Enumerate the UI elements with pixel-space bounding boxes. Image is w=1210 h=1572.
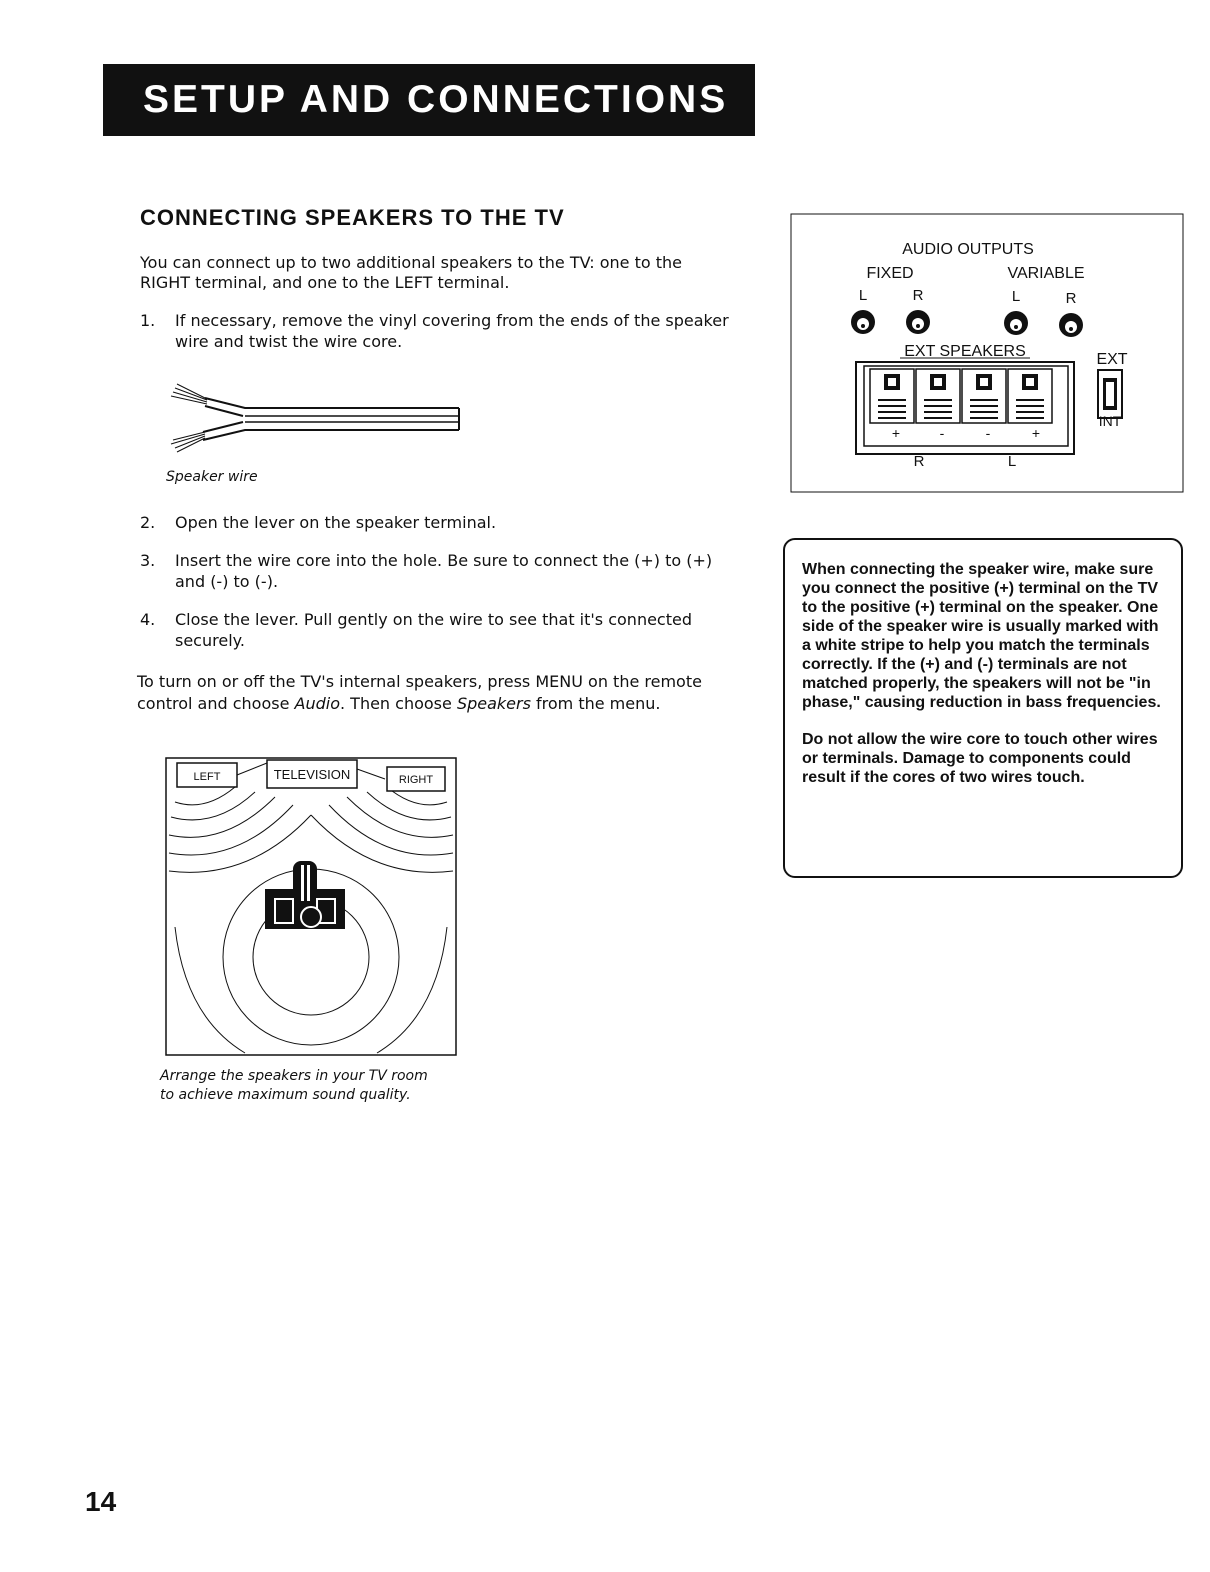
- page-number: 14: [85, 1486, 117, 1517]
- outro-text: from the menu.: [530, 694, 661, 713]
- room-caption-line-1: Arrange the speakers in your TV room: [160, 1068, 428, 1084]
- page-title: CONNECTING SPEAKERS TO THE TV: [140, 205, 565, 230]
- outro-line-2: [137, 694, 660, 714]
- variable-l-label: L: [1011, 288, 1021, 305]
- step-number: 4.: [140, 610, 156, 629]
- step-text-line2: wire and twist the wire core.: [175, 332, 403, 351]
- note-box: [783, 538, 1183, 878]
- rca-jack-icon: [1059, 313, 1083, 337]
- note-paragraph-1: When connecting the speaker wire, make sure you connect the positive (+) terminal on the TV to the positive (+) terminal on the speaker. One side of the speaker wire is usually marked with a white stripe to help you match the terminals correctly. If the (+) and (-) terminals are not matched properly, the speakers will not be "in phase," causing reduction in bass frequencies.: [802, 561, 1161, 711]
- step-4: [140, 610, 760, 652]
- intro-line-2: RIGHT terminal, and one to the LEFT terminal.: [140, 273, 510, 292]
- step-text-line1: Close the lever. Pull gently on the wire to see that it's connected: [175, 610, 692, 629]
- speaker-wire-illustration: [165, 378, 475, 458]
- minus-label: -: [985, 425, 991, 441]
- terminal-r-label: R: [913, 453, 925, 470]
- step-text-line1: Insert the wire core into the hole. Be sure to connect the (+) to (+): [175, 551, 713, 570]
- ext-label: EXT: [1096, 351, 1128, 368]
- audio-outputs-label: AUDIO OUTPUTS: [902, 241, 1034, 258]
- int-label: INT: [1098, 413, 1122, 429]
- rca-jack-icon: [1004, 311, 1028, 335]
- terminal-l-label: L: [1007, 453, 1017, 470]
- wire-caption: Speaker wire: [166, 469, 258, 485]
- step-text-line1: If necessary, remove the vinyl covering from the ends of the speaker: [175, 311, 729, 330]
- step-number: 3.: [140, 551, 156, 570]
- outro-text: . Then choose: [340, 694, 457, 713]
- listener-icon: [265, 861, 345, 929]
- room-diagram: [165, 757, 457, 1057]
- menu-speakers: Speakers: [456, 694, 531, 713]
- menu-audio: Audio: [294, 694, 340, 713]
- television-label: TELEVISION: [273, 767, 351, 782]
- rca-jack-icon: [851, 310, 875, 334]
- step-number: 1.: [140, 311, 156, 330]
- step-text-line2: securely.: [175, 631, 245, 650]
- fixed-label: FIXED: [866, 265, 914, 282]
- step-3: [140, 551, 760, 593]
- note-paragraph-2: Do not allow the wire core to touch other wires or terminals. Damage to components could result if the cores of two wires touch.: [802, 731, 1158, 786]
- step-text-line1: Open the lever on the speaker terminal.: [175, 513, 497, 532]
- minus-label: -: [939, 425, 945, 441]
- outro-line-1: To turn on or off the TV's internal speakers, press MENU on the remote: [137, 672, 702, 691]
- intro-line-1: You can connect up to two additional speakers to the TV: one to the: [140, 253, 682, 272]
- section-banner: SETUP AND CONNECTIONS: [103, 64, 755, 136]
- left-speaker-label: LEFT: [193, 771, 221, 783]
- variable-label: VARIABLE: [1007, 265, 1085, 282]
- step-1: [140, 311, 760, 353]
- plus-label: +: [1031, 425, 1041, 441]
- rca-jack-icon: [906, 310, 930, 334]
- right-speaker-label: RIGHT: [398, 774, 434, 786]
- step-number: 2.: [140, 513, 156, 532]
- audio-panel-diagram: [790, 206, 1186, 496]
- ext-speakers-label: EXT SPEAKERS: [904, 343, 1026, 360]
- variable-r-label: R: [1065, 290, 1077, 307]
- fixed-l-label: L: [858, 287, 868, 304]
- room-caption-line-2: to achieve maximum sound quality.: [160, 1087, 411, 1103]
- fixed-r-label: R: [912, 287, 924, 304]
- step-2: [140, 513, 760, 535]
- step-text-line2: and (-) to (-).: [175, 572, 279, 591]
- outro-text: control and choose: [137, 694, 295, 713]
- plus-label: +: [891, 425, 901, 441]
